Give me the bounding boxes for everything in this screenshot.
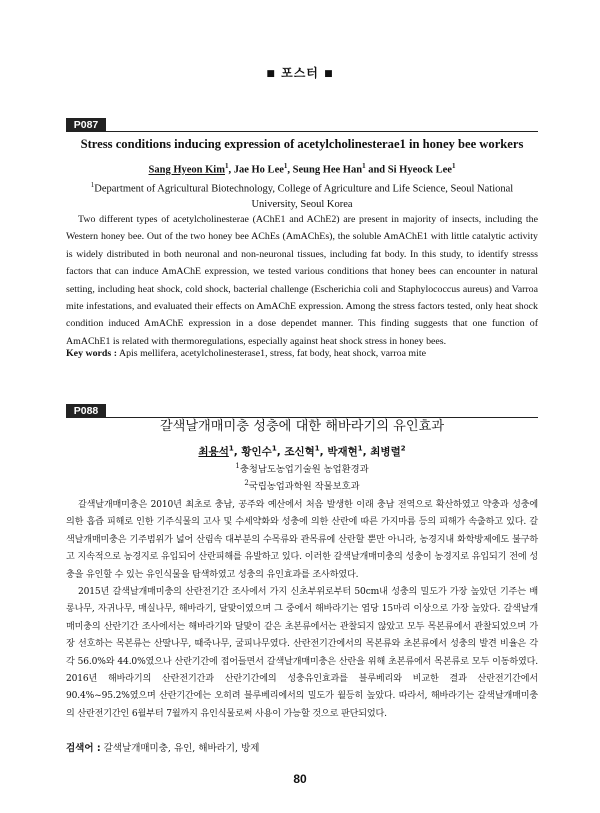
affiliation-text: Department of Agricultural Biotechnology, College of Agriculture and Life Science, Seoul National University, Seoul Korea [94, 183, 514, 210]
author-name: 최병렬 [370, 446, 401, 458]
author-name: Si Hyeock Lee [387, 164, 452, 176]
author-name: 최용석 [198, 446, 229, 458]
square-bullet-icon: ■ [324, 69, 334, 79]
author-affiliation-mark: 1 [228, 444, 234, 453]
affiliation-mark: 1 [235, 462, 240, 470]
affiliation [78, 178, 526, 212]
author-list [66, 444, 538, 459]
author-affiliation-mark: 1 [224, 162, 229, 170]
author-separator: , [276, 446, 285, 458]
affiliation-text: 국립농업과학원 작물보호과 [248, 480, 360, 492]
abstract-title: Stress conditions inducing expression of acetylcholinesterae1 in honey bee workers [80, 137, 524, 151]
affiliation-mark: 1 [90, 181, 95, 189]
poster-id-badge: P088 [66, 404, 106, 418]
keywords-text: Apis mellifera, acetylcholinesterase1, stress, fat body, heat shock, varroa mite [118, 348, 426, 359]
keywords-text: 갈색날개매미충, 유인, 해바라기, 방제 [103, 743, 260, 754]
author-affiliation-mark: 1 [357, 444, 363, 453]
author-name: 박재현 [327, 446, 358, 458]
author-separator: , [233, 446, 242, 458]
affiliation [66, 477, 538, 494]
keywords-label: 검색어 : [66, 743, 101, 754]
section-header [0, 64, 600, 81]
square-bullet-icon: ■ [266, 69, 276, 79]
abstract-paragraph: 갈색날개매미충은 2010년 최초로 충남, 공주와 예산에서 처음 발생한 이래 충남 전역으로 확산하였고 약충과 성충에 의한 흡즙 피해로 인한 기주식물의 고사 및 수세약화와 성충에 의한 산란에 따른 가지마름 등의 피해가 속출하고 있다. 갈색날개매미충은 기주범위가 넓어 산림속 대부분의 수목류와 관목류에 산란할 뿐만 아니라, 농경지내 화학방제에도 불구하고 지속적으로 농경지로 유입되어 산란피해를 유발하고 있다. 이러한 갈색날개매미충의 성충이 농경지로 유입되기 전에 성충을 유인할 수 있는 유인식물을 탐색하였고 성충의 유인효과를 조사하였다. [66, 500, 538, 580]
affiliation [66, 460, 538, 477]
author-affiliation-mark: 1 [362, 162, 366, 170]
author-separator: , [228, 164, 234, 176]
author-name: Jae Ho Lee [233, 164, 284, 176]
affiliation-text: 충청남도농업기술원 농업환경과 [239, 464, 369, 476]
page-number: 80 [293, 772, 307, 786]
affiliation-mark: 2 [244, 478, 249, 487]
author-affiliation-mark: 2 [400, 444, 406, 453]
author-separator: and [365, 164, 388, 176]
author-name: 조신혁 [284, 446, 315, 458]
author-affiliation-mark: 1 [314, 444, 320, 453]
affiliation-list [66, 460, 538, 493]
section-divider [66, 131, 538, 132]
keywords-line [66, 348, 538, 359]
author-affiliation-mark: 1 [283, 162, 288, 170]
author-separator: , [319, 446, 328, 458]
abstract-title: 갈색날개매미충 성충에 대한 해바라기의 유인효과 [159, 419, 445, 434]
author-affiliation-mark: 1 [271, 444, 277, 453]
abstract-body [66, 497, 538, 723]
keywords-label: Key words : [66, 348, 118, 359]
author-name: 황인수 [241, 446, 272, 458]
abstract-body: Two different types of acetylcholinesterae (AChE1 and AChE2) are present in majority of insects, including the Western honey bee. Out of the two honey bee AChEs (AmAChEs), the soluble AmAChE1 with little catalytic activity is widely distributed in both neuronal and non-neuronal tissues, including fat body. In this study, to identify stresss factors that can induce AmAChE expression, we tested various conditions that honey bees can encounter in natural setting, including heat shock, cold shock, bacterial challenge (Escherichia coli and Staphylococcus aureus) and Varroa mite infestations, and evaluated their effects on AmAChE expression. Among the stress factors tested, only heat shock condition induced AmAChE expression in a dose dependet manner. This finding suggests that one function of AmAChE1 is related with thermoregulations, especially against heat shock stress in honey bees. [66, 214, 538, 347]
author-separator: , [362, 446, 371, 458]
author-name: Seung Hee Han [292, 164, 363, 176]
keywords-line [66, 740, 538, 754]
author-list [66, 162, 538, 176]
author-name: Sang Hyeon Kim [148, 164, 225, 176]
author-affiliation-mark: 1 [451, 162, 456, 170]
author-separator: , [287, 164, 293, 176]
poster-id-badge: P087 [66, 118, 106, 132]
section-header-label: 포스터 [281, 66, 319, 80]
abstract-paragraph: 2015년 갈색날개매미충의 산란전기간 조사에서 가지 신초부위로부터 50cm내 성충의 밀도가 가장 높았던 기주는 배롱나무, 자귀나무, 매실나무, 해바라기, 달맞이였으며 그 중에서 해바라기는 엽당 15마리 이상으로 가장 높았다. 갈색날개매미충의 산란기간 조사에서는 해바라기와 달맞이 같은 초본류에서는 관찰되지 않았고 모두 목본류에서 관찰되었으며 가장 선호하는 목본류는 산딸나무, 때죽나무, 굴피나무였다. 산란전기간에서의 목본류와 초본류에서 성충의 발견 비율은 각각 56.0%와 44.0%였으나 산란기간에 접어들면서 갈색날개매미충은 산란을 위해 초본류에서 목본류로 모두 이동하였다. 2016년 해바라기의 산란전기간과 산란기간에의 성충유인효과를 블루베리와 비교한 결과 산란전기간에서 90.4%~95.2%였으며 산란기간에는 오히려 블루베리에서의 밀도가 월등히 높았다. 따라서, 해바라기는 갈색날개매미충의 산란전기간인 6월부터 7월까지 유인식물로써 사용이 가능할 것으로 판단되었다. [66, 587, 538, 719]
